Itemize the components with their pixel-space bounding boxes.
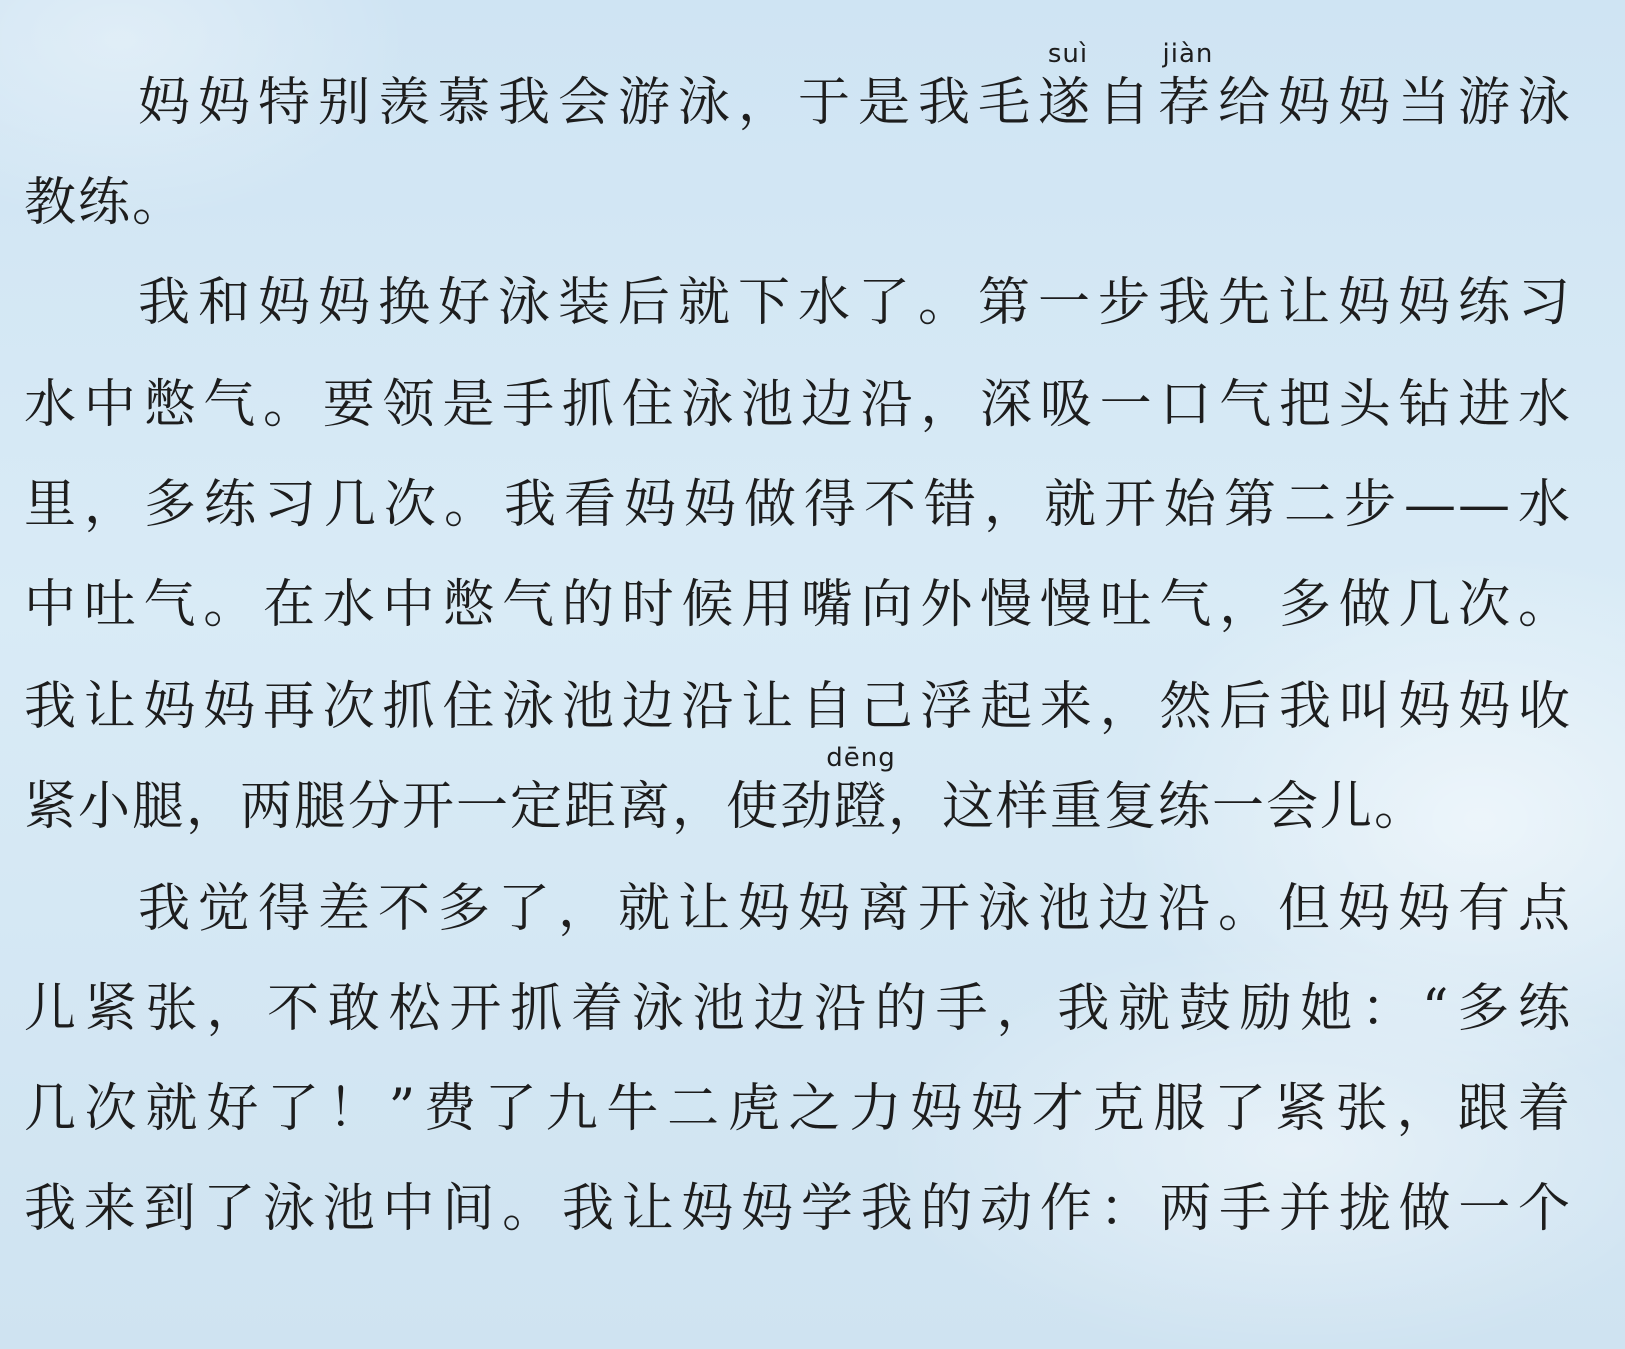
text-segment: 紧小腿，两腿分开一定距离，使劲 — [24, 777, 835, 837]
ruby-base-char: 遂 — [1037, 73, 1098, 133]
paragraph-2-line-2: 水中憋气。要领是手抓住泳池边沿，深吸一口气把头钻进水 — [24, 375, 1572, 435]
paragraph-3-line-4: 我来到了泳池中间。我让妈妈学我的动作：两手并拢做一个 — [24, 1179, 1572, 1239]
paragraph-3-line-1: 我觉得差不多了，就让妈妈离开泳池边沿。但妈妈有点 — [138, 879, 1572, 939]
pinyin-annotation: dēng — [826, 743, 896, 773]
pinyin-annotation: suì — [1047, 39, 1089, 69]
paragraph-2-line-1: 我和妈妈换好泳装后就下水了。第一步我先让妈妈练习 — [138, 273, 1572, 333]
ruby-base-char: 蹬 — [834, 777, 889, 837]
ruby-sui — [1037, 39, 1098, 133]
text-segment: 给妈妈当游泳 — [1217, 73, 1572, 133]
paragraph-3-line-3: 几次就好了！”费了九牛二虎之力妈妈才克服了紧张，跟着 — [24, 1079, 1572, 1139]
paragraph-3-line-2: 儿紧张，不敢松开抓着泳池边沿的手，我就鼓励她：“多练 — [24, 979, 1572, 1039]
paragraph-2-line-5: 我让妈妈再次抓住泳池边沿让自己浮起来，然后我叫妈妈收 — [24, 677, 1572, 737]
ruby-base-char: 荐 — [1157, 73, 1218, 133]
text-segment: 自 — [1097, 73, 1158, 133]
paragraph-1-line-1 — [138, 39, 1572, 138]
ruby-deng — [826, 743, 896, 837]
paragraph-1-line-2: 教练。 — [24, 173, 187, 233]
text-segment: 妈妈特别羡慕我会游泳，于是我毛 — [138, 73, 1038, 133]
paragraph-2-line-3: 里，多练习几次。我看妈妈做得不错，就开始第二步——水 — [24, 475, 1572, 535]
pinyin-annotation: jiàn — [1162, 39, 1214, 69]
paragraph-2-line-6 — [24, 743, 1572, 842]
text-segment: ，这样重复练一会儿。 — [888, 777, 1429, 837]
paragraph-2-line-4: 中吐气。在水中憋气的时候用嘴向外慢慢吐气，多做几次。 — [24, 575, 1572, 635]
ruby-jian — [1157, 39, 1218, 133]
